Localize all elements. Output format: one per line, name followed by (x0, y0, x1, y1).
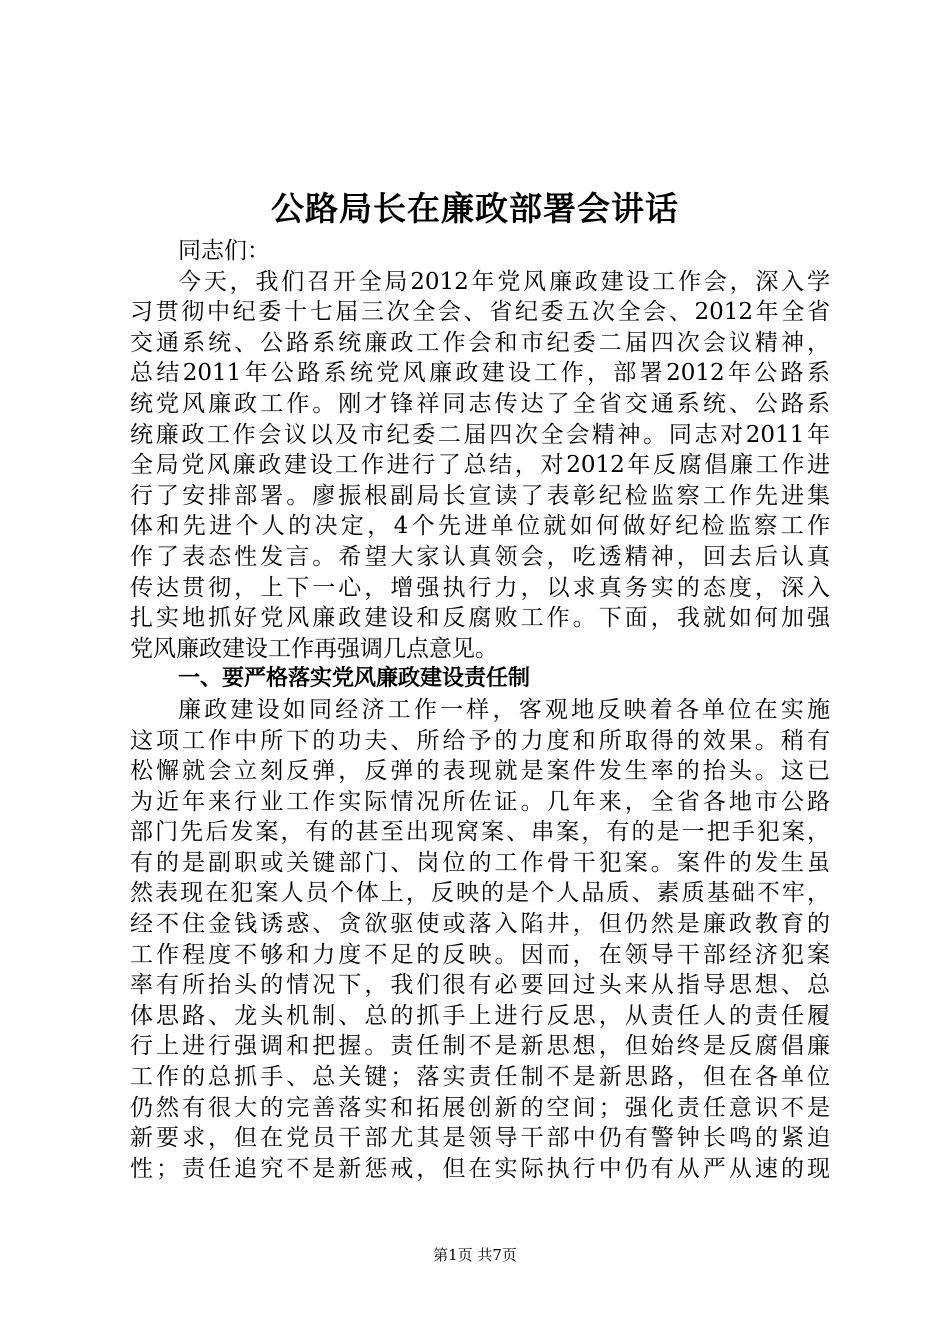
salutation: 同志们： (178, 238, 270, 264)
paragraph-line: 有的是副职或关键部门、岗位的工作骨干犯案。案件的发生虽 (130, 849, 830, 876)
paragraph-line: 体思路、龙头机制、总的抓手上进行反思，从责任人的责任履 (130, 1002, 830, 1029)
page-indicator: 第1页 共7页 (433, 1246, 517, 1264)
paragraph-line: 率有所抬头的情况下，我们很有必要回过头来从指导思想、总 (130, 972, 830, 999)
paragraph-line: 松懈就会立刻反弹，反弹的表现就是案件发生率的抬头。这已 (130, 758, 830, 785)
paragraph-line: 新要求，但在党员干部尤其是领导干部中仍有警钟长鸣的紧迫 (130, 1125, 830, 1152)
paragraph-line: 体和先进个人的决定，4个先进单位就如何做好纪检监察工作 (130, 513, 830, 540)
paragraph-1 (130, 267, 830, 665)
document-title: 公路局长在廉政部署会讲话 (271, 189, 679, 228)
paragraph-line: 然表现在犯案人员个体上，反映的是个人品质、素质基础不牢， (130, 880, 830, 907)
paragraph-line: 统廉政工作会议以及市纪委二届四次全会精神。同志对2011年 (130, 421, 830, 448)
paragraph-line: 廉政建设如同经济工作一样，客观地反映着各单位在实施 (178, 696, 830, 723)
document-body (130, 236, 830, 1184)
paragraph-line: 部门先后发案，有的甚至出现窝案、串案，有的是一把手犯案， (130, 819, 830, 846)
paragraph-line: 行了安排部署。廖振根副局长宣读了表彰纪检监察工作先进集 (130, 482, 830, 509)
paragraph-line: 传达贯彻，上下一心，增强执行力，以求真务实的态度，深入 (130, 574, 830, 601)
paragraph-line: 扎实地抓好党风廉政建设和反腐败工作。下面，我就如何加强 (130, 605, 830, 632)
paragraph-line: 工作的总抓手、总关键；落实责任制不是新思路，但在各单位 (130, 1064, 830, 1091)
paragraph-line: 习贯彻中纪委十七届三次全会、省纪委五次全会、2012年全省 (130, 299, 830, 326)
paragraph-2 (130, 695, 830, 1185)
paragraph-line: 为近年来行业工作实际情况所佐证。几年来，全省各地市公路 (130, 788, 830, 815)
paragraph-line: 这项工作中所下的功夫、所给予的力度和所取得的效果。稍有 (130, 727, 830, 754)
paragraph-line: 仍然有很大的完善落实和拓展创新的空间；强化责任意识不是 (130, 1094, 830, 1121)
paragraph-line: 全局党风廉政建设工作进行了总结，对2012年反腐倡廉工作进 (130, 452, 830, 479)
paragraph-line: 今天，我们召开全局2012年党风廉政建设工作会，深入学 (178, 268, 830, 295)
paragraph-line: 经不住金钱诱惑、贪欲驱使或落入陷井，但仍然是廉政教育的 (130, 911, 830, 938)
paragraph-line: 统党风廉政工作。刚才锋祥同志传达了全省交通系统、公路系 (130, 390, 830, 417)
section-heading: 一、要严格落实党风廉政建设责任制 (178, 666, 531, 692)
paragraph-line: 交通系统、公路系统廉政工作会和市纪委二届四次会议精神， (130, 329, 830, 356)
paragraph-line: 党风廉政建设工作再强调几点意见。 (130, 635, 498, 662)
paragraph-line: 总结2011年公路系统党风廉政建设工作，部署2012年公路系 (130, 360, 830, 387)
paragraph-line: 工作程度不够和力度不足的反映。因而，在领导干部经济犯案 (130, 941, 830, 968)
paragraph-line: 性；责任追究不是新惩戒，但在实际执行中仍有从严从速的现 (130, 1155, 830, 1182)
paragraph-line: 行上进行强调和把握。责任制不是新思想，但始终是反腐倡廉 (130, 1033, 830, 1060)
paragraph-line: 作了表态性发言。希望大家认真领会，吃透精神，回去后认真 (130, 543, 830, 570)
